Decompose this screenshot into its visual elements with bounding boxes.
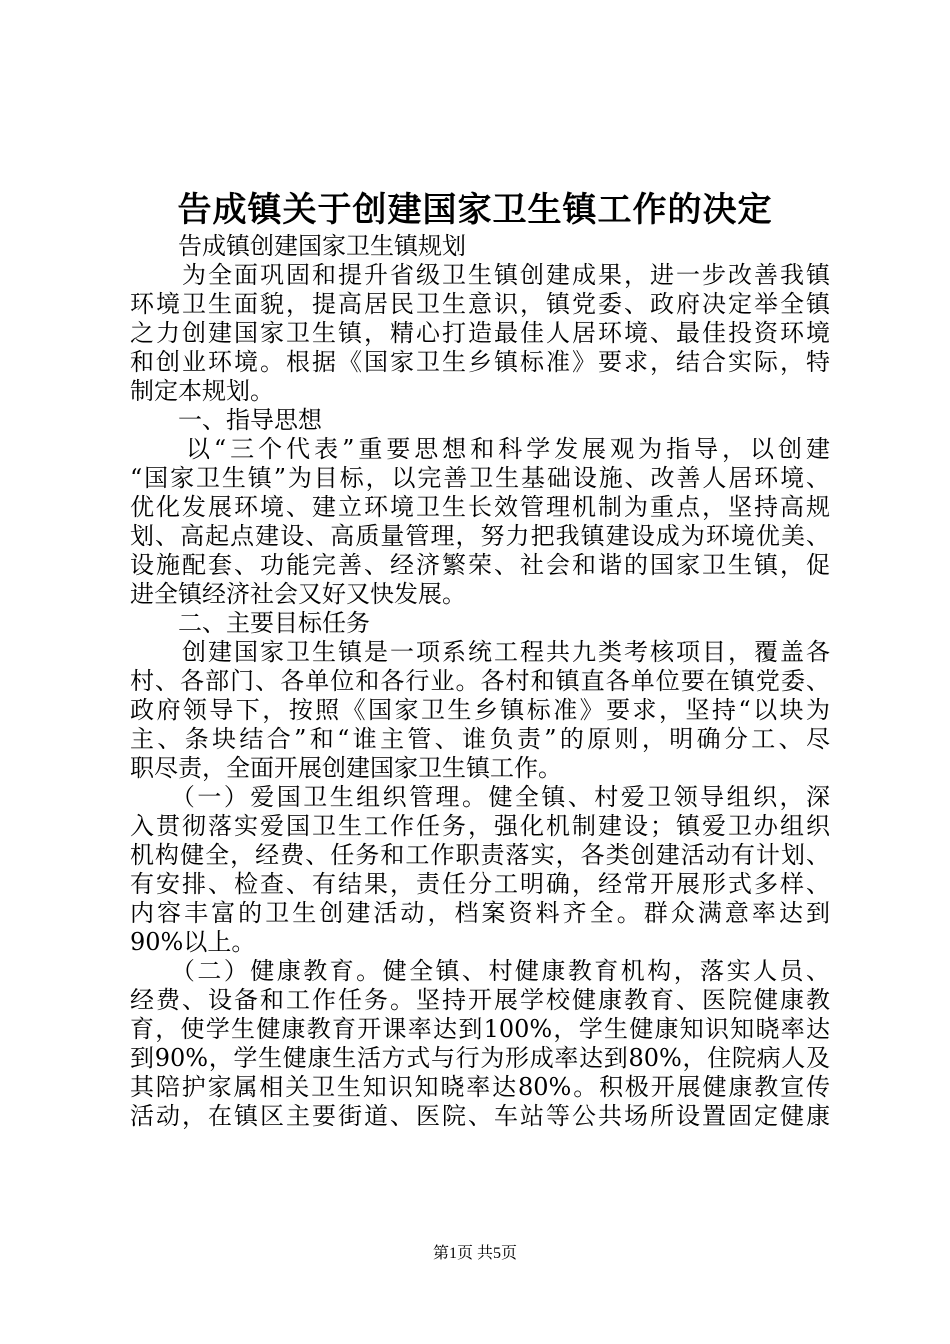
- body-line: 职尽责，全面开展创建国家卫生镇工作。: [130, 754, 562, 782]
- body-line: 优化发展环境、建立环境卫生长效管理机制为重点，坚持高规: [130, 493, 830, 521]
- body-line: 活动，在镇区主要街道、医院、车站等公共场所设置固定健康: [130, 1102, 830, 1130]
- body-line: 之力创建国家卫生镇，精心打造最佳人居环境、最佳投资环境: [130, 319, 830, 347]
- page-footer: 第1页 共5页: [432, 1245, 517, 1262]
- body-line: 机构健全，经费、任务和工作职责落实，各类创建活动有计划、: [130, 841, 830, 869]
- body-line: （一）爱国卫生组织管理。健全镇、村爱卫领导组织，深: [130, 783, 830, 811]
- document-body: [130, 232, 830, 1131]
- body-line: 入贯彻落实爱国卫生工作任务，强化机制建设；镇爱卫办组织: [130, 812, 830, 840]
- body-line: 告成镇创建国家卫生镇规划: [130, 232, 466, 260]
- body-line: 其陪护家属相关卫生知识知晓率达80%。积极开展健康教宣传: [130, 1073, 830, 1101]
- body-line: 以“三个代表”重要思想和科学发展观为指导，以创建: [130, 435, 830, 463]
- body-line: 经费、设备和工作任务。坚持开展学校健康教育、医院健康教: [130, 986, 830, 1014]
- body-line: 二、主要目标任务: [130, 609, 370, 637]
- body-line: 创建国家卫生镇是一项系统工程共九类考核项目，覆盖各: [130, 638, 830, 666]
- body-line: 设施配套、功能完善、经济繁荣、社会和谐的国家卫生镇，促: [130, 551, 830, 579]
- body-line: 和创业环境。根据《国家卫生乡镇标准》要求，结合实际，特: [130, 348, 830, 376]
- body-line: 90%以上。: [130, 928, 256, 956]
- body-line: 内容丰富的卫生创建活动，档案资料齐全。群众满意率达到: [130, 899, 830, 927]
- body-line: 到90%，学生健康生活方式与行为形成率达到80%，住院病人及: [130, 1044, 830, 1072]
- body-line: 进全镇经济社会又好又快发展。: [130, 580, 466, 608]
- body-line: “国家卫生镇”为目标，以完善卫生基础设施、改善人居环境、: [130, 464, 830, 492]
- body-line: （二）健康教育。健全镇、村健康教育机构，落实人员、: [130, 957, 830, 985]
- body-line: 育，使学生健康教育开课率达到100%，学生健康知识知晓率达: [130, 1015, 830, 1043]
- body-line: 主、条块结合”和“谁主管、谁负责”的原则，明确分工、尽: [130, 725, 830, 753]
- body-line: 有安排、检查、有结果，责任分工明确，经常开展形式多样、: [130, 870, 830, 898]
- body-line: 制定本规划。: [130, 377, 274, 405]
- body-line: 政府领导下，按照《国家卫生乡镇标准》要求，坚持“以块为: [130, 696, 830, 724]
- body-line: 为全面巩固和提升省级卫生镇创建成果，进一步改善我镇: [130, 261, 830, 289]
- body-line: 划、高起点建设、高质量管理，努力把我镇建设成为环境优美、: [130, 522, 830, 550]
- body-line: 村、各部门、各单位和各行业。各村和镇直各单位要在镇党委、: [130, 667, 830, 695]
- body-line: 一、指导思想: [130, 406, 322, 434]
- document-title: 告成镇关于创建国家卫生镇工作的决定: [177, 190, 773, 230]
- body-line: 环境卫生面貌，提高居民卫生意识，镇党委、政府决定举全镇: [130, 290, 830, 318]
